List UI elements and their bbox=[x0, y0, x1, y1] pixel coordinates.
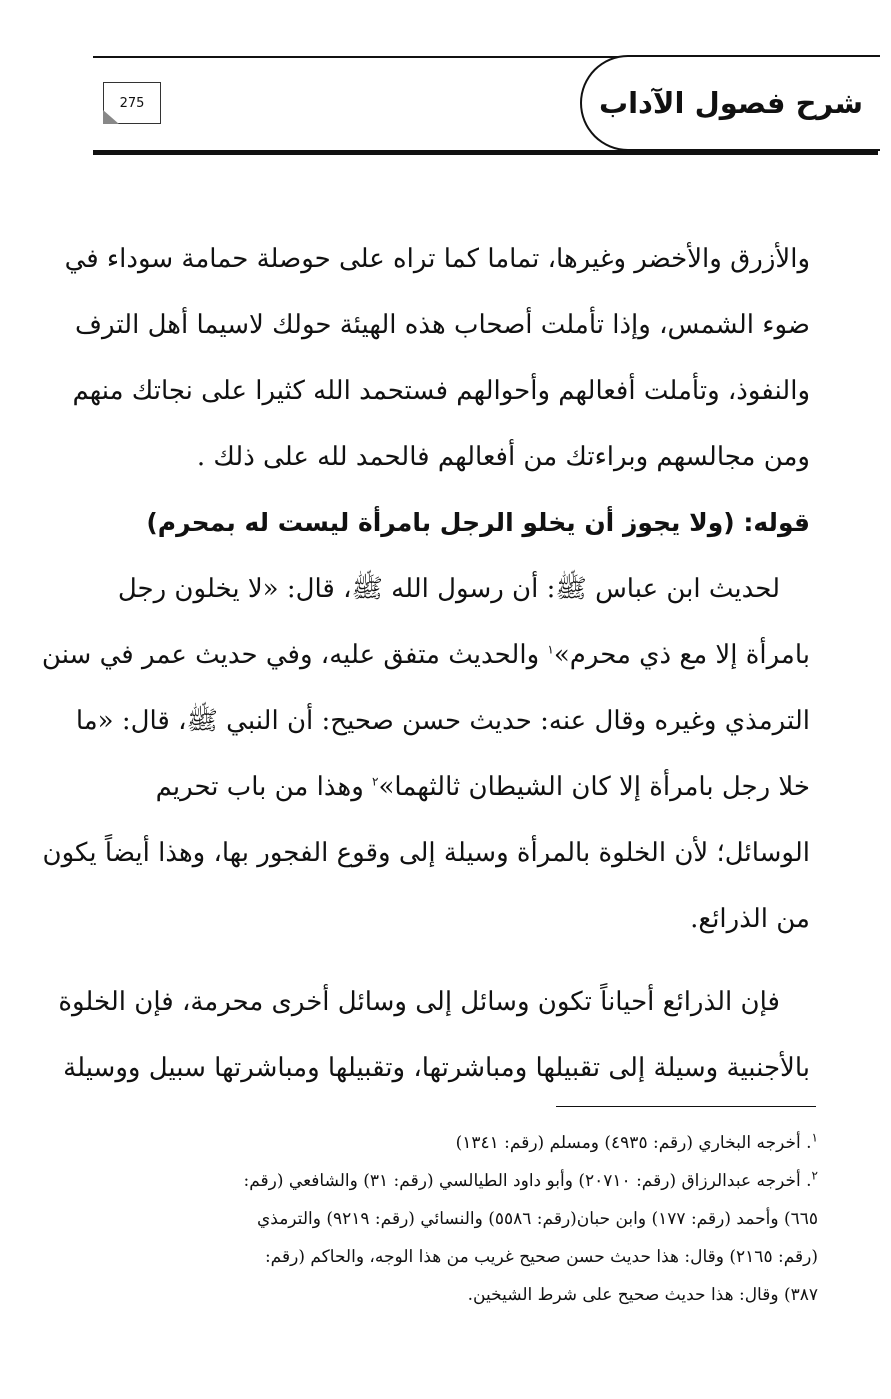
body-line: بالأجنبية وسيلة إلى تقبيلها ومباشرتها، وتقبيلها ومباشرتها سبيل ووسيلة bbox=[63, 1053, 810, 1083]
footnote-mark: ١ bbox=[811, 1130, 818, 1145]
footnote-text: . أخرجه عبدالرزاق (رقم: ٢٠٧١٠) وأبو داود الطيالسي (رقم: ٣١) والشافعي (رقم: bbox=[243, 1171, 812, 1191]
body-line: ضوء الشمس، وإذا تأملت أصحاب هذه الهيئة حولك لاسيما أهل الترف bbox=[75, 310, 810, 340]
footnote-separator bbox=[556, 1106, 816, 1107]
folded-corner-icon bbox=[103, 110, 119, 124]
body-line: والأزرق والأخضر وغيرها، تماما كما تراه على حوصلة حمامة سوداء في bbox=[64, 244, 810, 274]
footnote-2-line: ٦٦٥) وأحمد (رقم: ١٧٧) وابن حبان(رقم: ٥٥٨٦) والنسائي (رقم: ٩٢١٩) والترمذي bbox=[256, 1209, 818, 1229]
body-line: الترمذي وغيره وقال عنه: حديث حسن صحيح: أن النبي ﷺ، قال: «ما bbox=[75, 706, 810, 736]
section-heading: قوله: (ولا يجوز أن يخلو الرجل بامرأة ليست له بمحرم) bbox=[146, 508, 810, 537]
footnote-2 bbox=[85, 1162, 818, 1200]
body-line bbox=[41, 622, 810, 688]
footnotes bbox=[85, 1124, 818, 1314]
footnote-2-line: (رقم: ٢١٦٥) وقال: هذا حديث حسن صحيح غريب من هذا الوجه، والحاكم (رقم: bbox=[264, 1247, 818, 1267]
running-title-box bbox=[580, 55, 880, 151]
quote-text: بامرأة إلا مع ذي محرم» bbox=[553, 640, 810, 670]
quote-text: وهذا من باب تحريم bbox=[155, 772, 373, 802]
main-text bbox=[41, 226, 810, 1101]
footnote-mark: ٢ bbox=[811, 1168, 818, 1183]
footnote-1 bbox=[85, 1124, 818, 1162]
footnote-ref: ٢ bbox=[372, 774, 379, 789]
body-line: لحديث ابن عباس ﷺ: أن رسول الله ﷺ، قال: «لا يخلون رجل bbox=[117, 574, 780, 604]
quote-text: خلا رجل بامرأة إلا كان الشيطان ثالثهما» bbox=[378, 772, 810, 802]
running-title: شرح فصول الآداب bbox=[598, 86, 864, 120]
footnote-text: . أخرجه البخاري (رقم: ٤٩٣٥) ومسلم (رقم: ١٣٤١) bbox=[455, 1133, 812, 1153]
body-line: والنفوذ، وتأملت أفعالهم وأحوالهم فستحمد الله كثيرا على نجاتك منهم bbox=[72, 376, 810, 406]
paragraph-gap bbox=[85, 952, 810, 969]
page-number: 275 bbox=[119, 95, 145, 111]
body-line: فإن الذرائع أحياناً تكون وسائل إلى وسائل أخرى محرمة، فإن الخلوة bbox=[58, 987, 780, 1017]
body-line: ومن مجالسهم وبراءتك من أفعالهم فالحمد لله على ذلك . bbox=[196, 442, 810, 472]
footnote-ref: ١ bbox=[547, 642, 554, 657]
footnote-2-line: ٣٨٧) وقال: هذا حديث صحيح على شرط الشيخين. bbox=[467, 1285, 818, 1305]
body-line bbox=[85, 754, 810, 820]
body-line: الوسائل؛ لأن الخلوة بالمرأة وسيلة إلى وقوع الفجور بها، وهذا أيضاً يكون bbox=[42, 838, 810, 868]
quote-text: والحديث متفق عليه، وفي حديث عمر في سنن bbox=[41, 640, 548, 670]
body-line: من الذرائع. bbox=[690, 904, 810, 934]
